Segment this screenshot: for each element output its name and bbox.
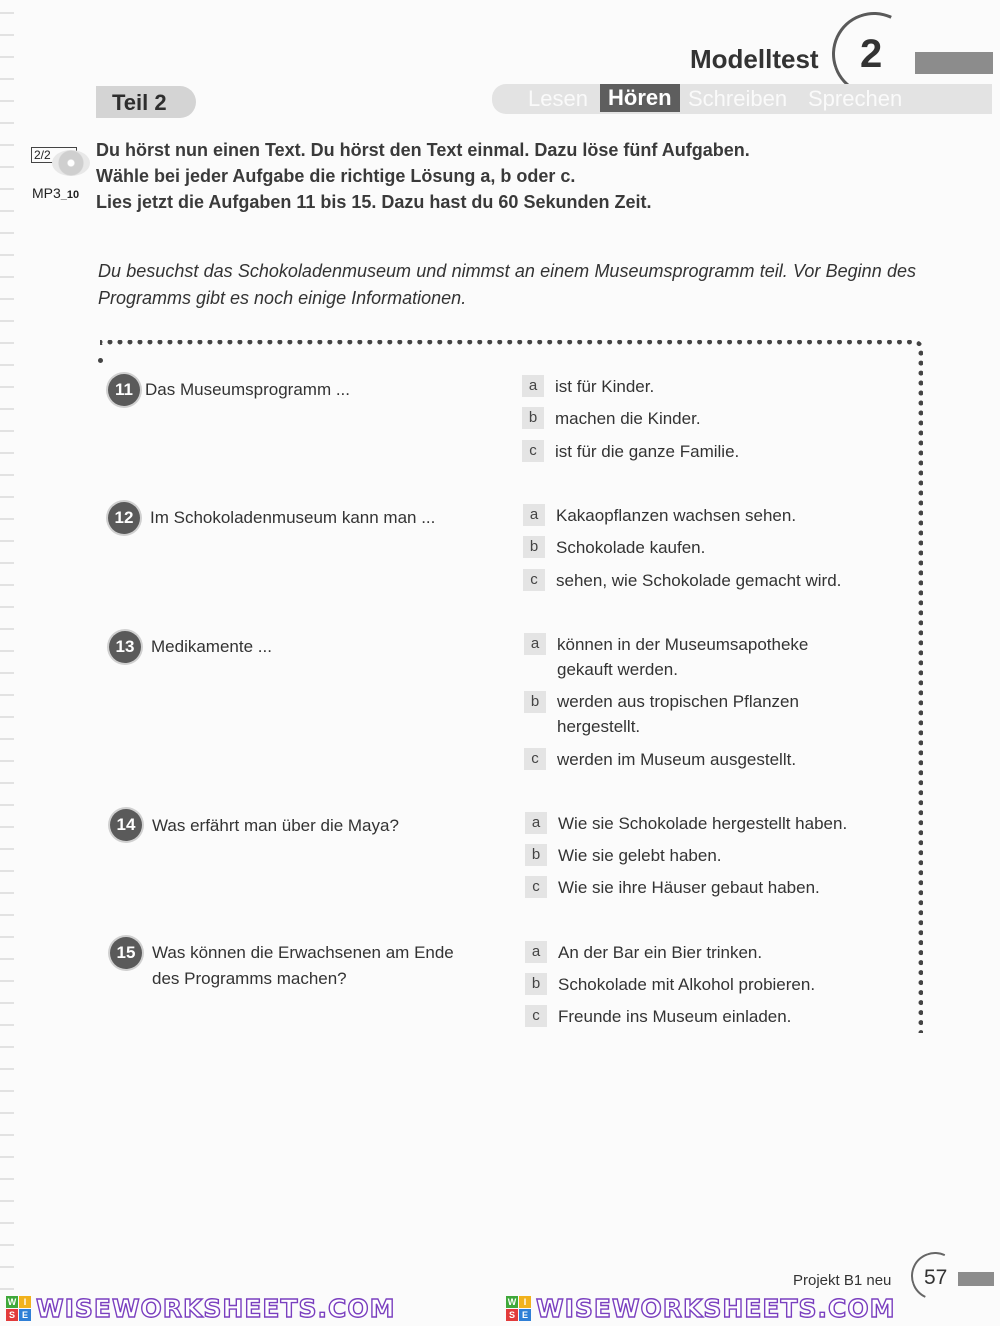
- question-number-11: 11: [108, 374, 140, 406]
- option-letter-15c: c: [525, 1005, 547, 1027]
- instruction-1: Du hörst nun einen Text. Du hörst den Text einmal. Dazu löse fünf Aufgaben.: [96, 140, 750, 160]
- question-text-12: Im Schokoladenmuseum kann man ...: [150, 508, 436, 527]
- option-text-15b: Schokolade mit Alkohol probieren.: [558, 975, 816, 994]
- option-letter-14c: c: [525, 876, 547, 898]
- cd-icon: [52, 150, 90, 176]
- book-title: Projekt B1 neu: [793, 1272, 892, 1289]
- question-text-11: Das Museumsprogramm ...: [145, 380, 350, 399]
- binding-edge: [0, 0, 14, 1290]
- option-letter-11b: b: [522, 407, 544, 429]
- instruction-2: Wähle bei jeder Aufgabe die richtige Lösung a, b oder c.: [96, 166, 576, 186]
- question-number-15: 15: [110, 937, 142, 969]
- intro-text: Du besuchst das Schokoladenmuseum und nimmst an einem Museumsprogramm teil. Vor Beginn des Programms gibt es noch einige Informationen.: [98, 261, 916, 308]
- option-text-13b: werden aus tropischen Pflanzen hergestellt.: [557, 692, 799, 736]
- option-text-13c: werden im Museum ausgestellt.: [557, 750, 797, 769]
- option-letter-11a: a: [522, 375, 544, 397]
- option-text-11b: machen die Kinder.: [555, 409, 701, 428]
- modelltest-title: Modelltest: [690, 44, 819, 74]
- option-letter-12c: c: [523, 569, 545, 591]
- watermark-logo-icon-2: W I S E: [506, 1296, 532, 1322]
- question-number-13: 13: [109, 631, 141, 663]
- question-text-14: Was erfährt man über die Maya?: [152, 816, 399, 835]
- option-letter-15a: a: [525, 941, 547, 963]
- frame-dot: [98, 358, 103, 363]
- question-number-12: 12: [108, 502, 140, 534]
- option-letter-13a: a: [524, 633, 546, 655]
- audio-track-label: 2/2: [31, 147, 77, 163]
- option-letter-13b: b: [524, 691, 546, 713]
- option-text-11c: ist für die ganze Familie.: [555, 442, 740, 461]
- question-text-13: Medikamente ...: [151, 637, 272, 656]
- mp3-suffix: _10: [60, 189, 80, 201]
- skill-lesen: Lesen: [528, 86, 588, 111]
- watermark-text-1: WISEWORKSHEETS.COM: [36, 1294, 396, 1323]
- question-number-14: 14: [110, 809, 142, 841]
- option-letter-12b: b: [523, 536, 545, 558]
- option-text-12b: Schokolade kaufen.: [556, 538, 706, 557]
- option-letter-11c: c: [522, 440, 544, 462]
- mp3-file-label: [32, 185, 79, 201]
- footer-bar: [958, 1272, 994, 1286]
- option-text-15a: An der Bar ein Bier trinken.: [558, 943, 763, 962]
- skill-sprechen: Sprechen: [808, 86, 903, 111]
- watermark-text-2: WISEWORKSHEETS.COM: [536, 1294, 896, 1323]
- instruction-3: Lies jetzt die Aufgaben 11 bis 15. Dazu hast du 60 Sekunden Zeit.: [96, 192, 652, 212]
- option-letter-15b: b: [525, 973, 547, 995]
- option-letter-14a: a: [525, 812, 547, 834]
- dotted-frame: [100, 340, 923, 1033]
- skill-hoeren: Hören: [600, 84, 680, 112]
- option-letter-12a: a: [523, 504, 545, 526]
- test-number: 2: [860, 32, 883, 76]
- watermark-logo-icon: W I S E: [6, 1296, 32, 1322]
- page-number: 57: [924, 1266, 948, 1289]
- option-text-11a: ist für Kinder.: [555, 377, 655, 396]
- option-text-14a: Wie sie Schokolade hergestellt haben.: [558, 814, 848, 833]
- skill-schreiben: Schreiben: [688, 86, 788, 111]
- mp3-prefix: MP3: [32, 185, 61, 201]
- teil-label: Teil 2: [112, 90, 167, 115]
- question-text-15: Was können die Erwachsenen am Ende des Programms machen?: [152, 943, 454, 988]
- teil-tab: [96, 86, 196, 118]
- option-letter-14b: b: [525, 844, 547, 866]
- option-text-14c: Wie sie ihre Häuser gebaut haben.: [558, 878, 820, 897]
- option-text-12c: sehen, wie Schokolade gemacht wird.: [556, 571, 842, 590]
- header-bar: [915, 52, 993, 74]
- option-letter-13c: c: [524, 748, 546, 770]
- option-text-12a: Kakaopflanzen wachsen sehen.: [556, 506, 797, 525]
- option-text-14b: Wie sie gelebt haben.: [558, 846, 722, 865]
- option-text-15c: Freunde ins Museum einladen.: [558, 1007, 792, 1026]
- option-text-13a: können in der Museumsapotheke gekauft werden.: [557, 635, 809, 679]
- skills-bar: [492, 84, 992, 114]
